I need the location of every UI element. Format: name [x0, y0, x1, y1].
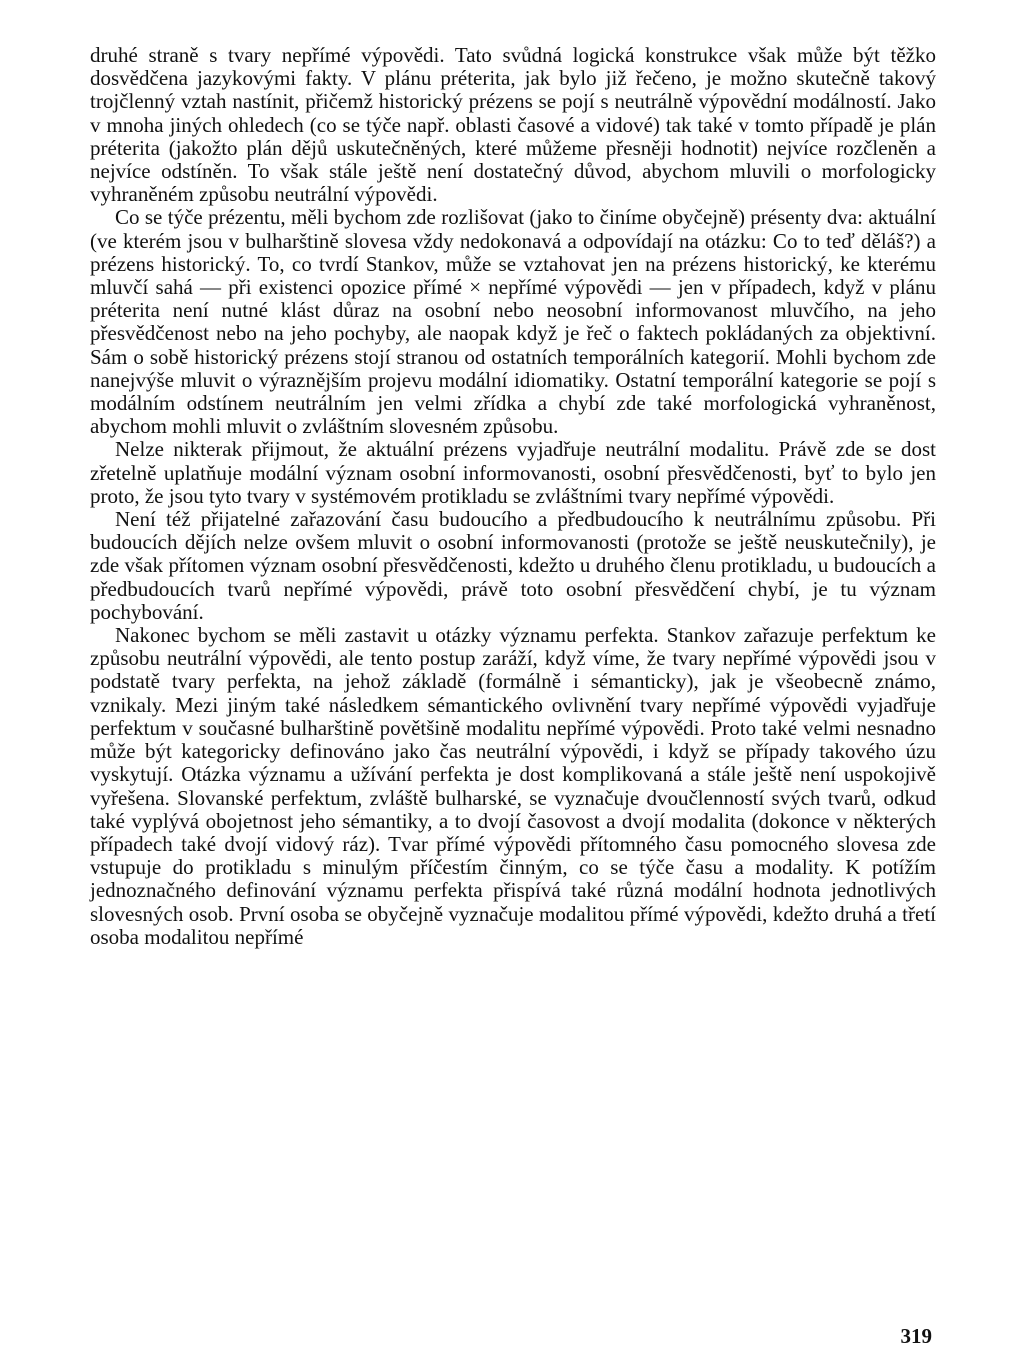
page-number: 319 — [900, 1324, 932, 1348]
paragraph: Nelze nikterak přijmout, že aktuální prézens vyjadřuje neutrální modalitu. Právě zde se dost zřetelně uplatňuje modální význam osobní informovanosti, osobní přesvědčenosti, byť to bylo jen proto, že jsou tyto tvary v systémovém protikladu se zvláštními tvary nepřímé výpovědi. — [90, 437, 936, 508]
paragraph: Co se týče prézentu, měli bychom zde rozlišovat (jako to činíme obyčejně) présenty dva: aktuální (ve kterém jsou v bulharštině slovesa vždy nedokonavá a odpovídají na otázku: Co to teď děláš?) a prézens historický. To, co tvrdí Stankov, může se vztahovat jen na prézens historický, ke kterému mluvčí sahá — při existenci opozice přímé × nepřímé výpovědi — jen v případech, když v plánu préterita není nutné klást důraz na osobní nebo neosobní informovanost mluvčího, na jeho přesvědčenost nebo na jeho pochyby, ale naopak když je řeč o faktech pokládaných za objektivní. Sám o sobě historický prézens stojí stranou od ostatních temporálních kategorií. Mohli bychom zde nanejvýše mluvit o výraznějším projevu modální idiomatiky. Ostatní temporální kategorie se pojí s modálním odstínem neutrálním jen velmi zřídka a chybí zde také morfologická vyhraněnost, abychom mohli mluvit o zvláštním slovesném způsobu. — [90, 205, 936, 439]
paragraph: Nakonec bychom se měli zastavit u otázky významu perfekta. Stankov zařazuje perfektum ke způsobu neutrální výpovědi, ale tento postup zaráží, když víme, že tvary nepřímé výpovědi jsou v podstatě tvary perfekta, na jehož základě (formálně i sémanticky), jak je všeobecně známo, vznikaly. Mezi jiným také následkem sémantického ovlivnění tvary nepřímé výpovědi vyjadřuje perfektum v současné bulharštině povětšině modalitu nepřímé výpovědi. Proto také velmi nesnadno může být kategoricky definováno jako čas neutrální výpovědi, i když se případy takového úzu vyskytují. Otázka významu a užívání perfekta je dost komplikovaná a stále ještě není uspokojivě vyřešena. Slovanské perfektum, zvláště bulharské, se vyznačuje dvoučlenností svých tvarů, odkud také vyplývá obojetnost jeho sémantiky, a to dvojí časovost a dvojí modalita (dokonce v některých případech také dvojí vidový ráz). Tvar přímé výpovědi přítomného času pomocného slovesa zde vstupuje do protikladu s minulým příčestím činným, co se týče času a modality. K potížím jednoznačného definování významu perfekta přispívá také různá modální hodnota jednotlivých slovesných osob. První osoba se obyčejně vyznačuje modalitou přímé výpovědi, kdežto druhá a třetí osoba modalitou nepřímé — [90, 623, 936, 949]
paragraph: Není též přijatelné zařazování času budoucího a předbudoucího k neutrálnímu způsobu. Při budoucích dějích nelze ovšem mluvit o osobní informovanosti (protože se ještě neuskutečnily), je zde však přítomen význam osobní přesvědčenosti, kdežto u druhého členu protikladu, u budoucích a předbudoucích tvarů nepřímé výpovědi, právě toto osobní přesvědčení chybí, je tu význam pochybování. — [90, 507, 936, 624]
document-body — [90, 44, 936, 949]
paragraph-continued: druhé straně s tvary nepřímé výpovědi. Tato svůdná logická konstrukce však může být těžko dosvědčena jazykovými fakty. V plánu préterita, jak bylo již řečeno, je možno skutečně takový trojčlenný vztah nastínit, přičemž historický prézens se pojí s neutrálně výpovědní modálností. Jako v mnoha jiných ohledech (co se týče např. oblasti časové a vidové) tak také v tomto případě je plán préterita (jakožto plán dějů uskutečněných, které můžeme přesněji hodnotit) nejvíce rozčleněn a nejvíce odstíněn. To však stále ještě není dostatečný důvod, abychom mluvili o morfologicky vyhraněném způsobu neutrální výpovědi. — [90, 43, 936, 207]
